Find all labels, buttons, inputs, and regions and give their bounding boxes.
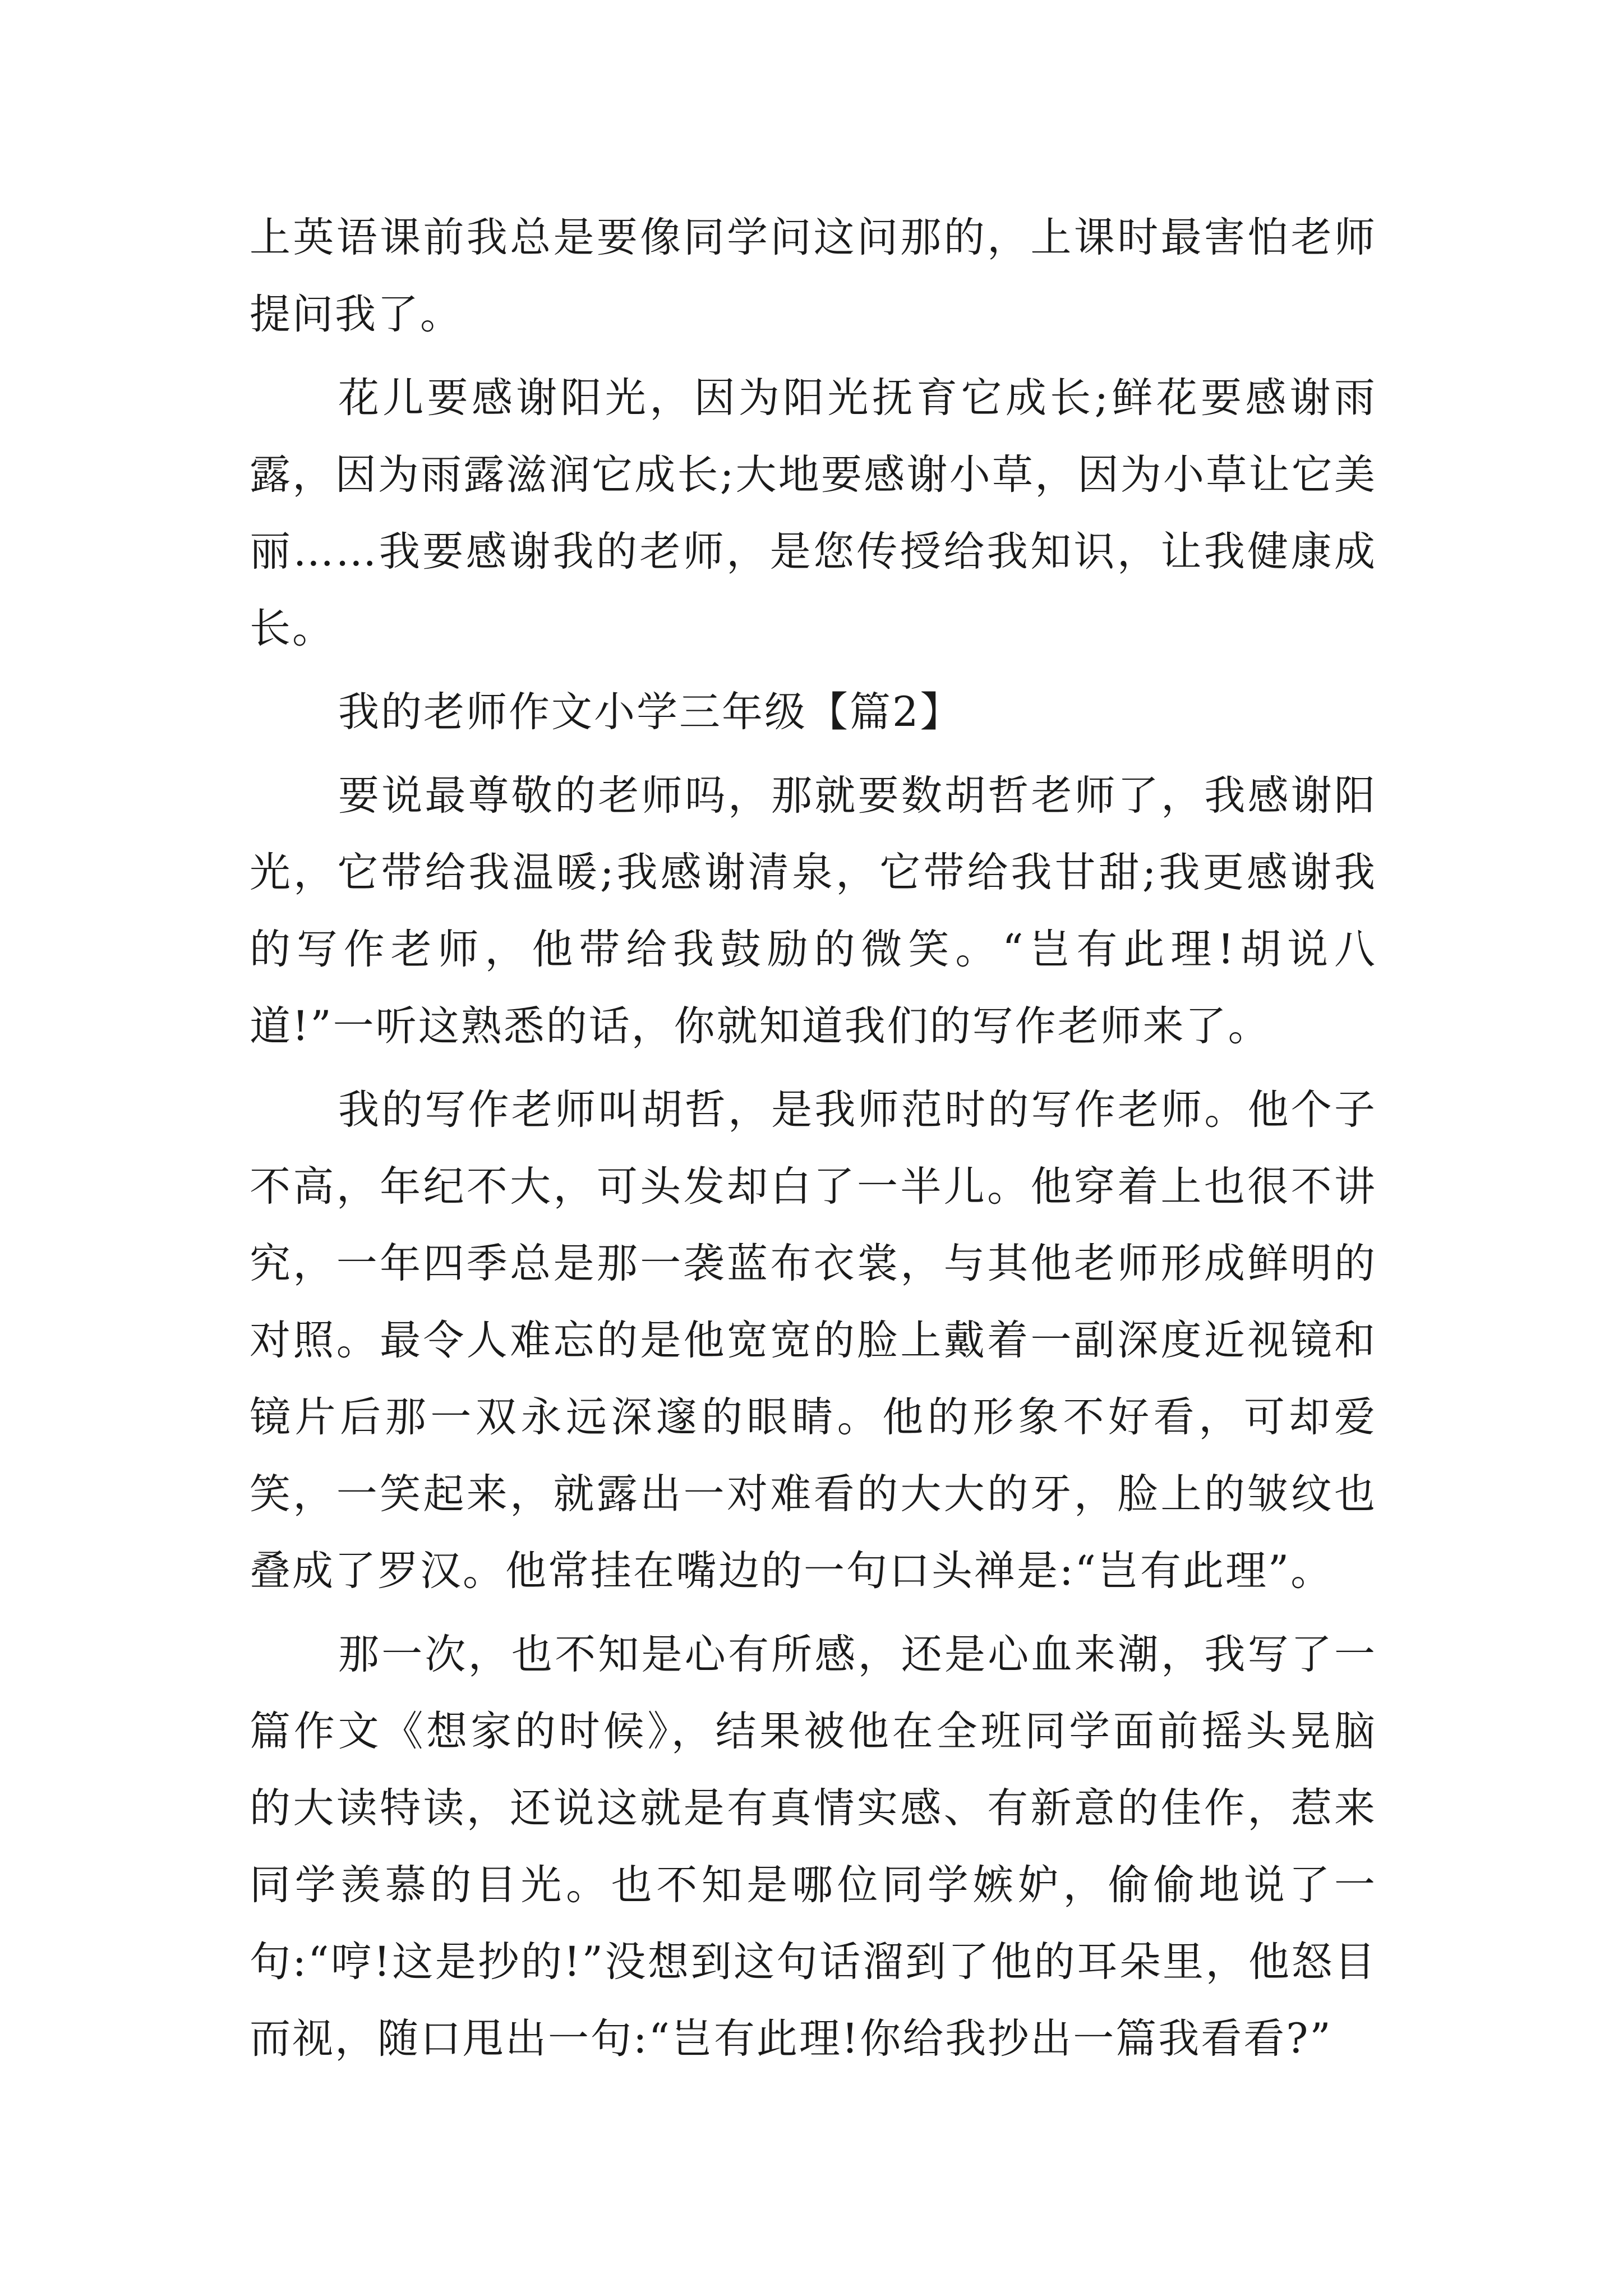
paragraph-5: 那一次，也不知是心有所感，还是心血来潮，我写了一篇作文《想家的时候》，结果被他在全班同学面前摇头晃脑的大读特读，还说这就是有真情实感、有新意的佳作，惹来同学羡慕的目光。也不知是哪位同学嫉妒，偷偷地说了一句:“哼!这是抄的!”没想到这句话溜到了他的耳朵里，他怒目而视，随口甩出一句:“岂有此理!你给我抄出一篇我看看?” <box>250 1631 1377 2063</box>
paragraph-4: 我的写作老师叫胡哲，是我师范时的写作老师。他个子不高，年纪不大，可头发却白了一半儿。他穿着上也很不讲究，一年四季总是那一袭蓝布衣裳，与其他老师形成鲜明的对照。最令人难忘的是他宽宽的脸上戴着一副深度近视镜和镜片后那一双永远深邃的眼睛。他的形象不好看，可却爱笑，一笑起来，就露出一对难看的大大的牙，脸上的皱纹也叠成了罗汉。他常挂在嘴边的一句口头禅是:“岂有此理”。 <box>250 1086 1377 1595</box>
paragraph-3: 要说最尊敬的老师吗，那就要数胡哲老师了，我感谢阳光，它带给我温暖;我感谢清泉，它带给我甘甜;我更感谢我的写作老师，他带给我鼓励的微笑。“岂有此理!胡说八道!”一听这熟悉的话，你就知道我们的写作老师来了。 <box>250 772 1377 1050</box>
section-heading: 我的老师作文小学三年级【篇2】 <box>338 688 963 736</box>
document-body <box>250 199 1377 2084</box>
paragraph-2: 花儿要感谢阳光，因为阳光抚育它成长;鲜花要感谢雨露，因为雨露滋润它成长;大地要感谢小草，因为小草让它美丽……我要感谢我的老师，是您传授给我知识，让我健康成长。 <box>250 374 1377 652</box>
paragraph-1: 上英语课前我总是要像同学问这问那的，上课时最害怕老师提问我了。 <box>250 214 1377 338</box>
